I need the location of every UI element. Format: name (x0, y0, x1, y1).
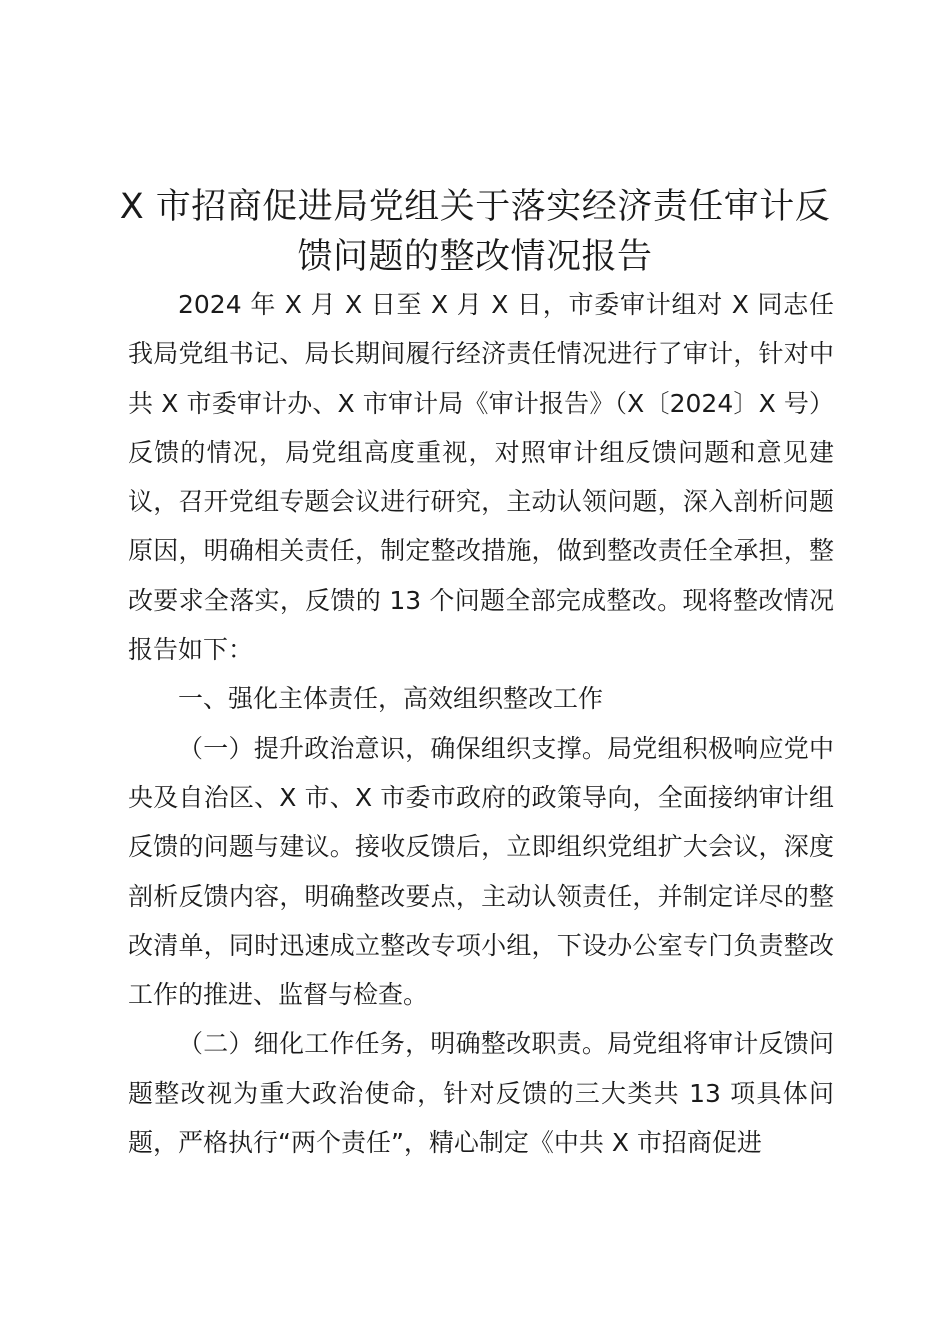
subsection-paragraph-1: （一）提升政治意识，确保组织支撑。局党组积极响应党中央及自治区、X 市、X 市委市政府的政策导向，全面接纳审计组反馈的问题与建议。接收反馈后，立即组织党组扩大会议，深度剖析反馈内容，明确整改要点，主动认领责任，并制定详尽的整改清单，同时迅速成立整改专项小组，下设办公室专门负责整改工作的推进、监督与检查。 (128, 733, 834, 1010)
document-title: X 市招商促进局党组关于落实经济责任审计反馈问题的整改情况报告 (119, 187, 831, 277)
section-heading-1: 一、强化主体责任，高效组织整改工作 (178, 684, 604, 714)
subsection-paragraph-2: （二）细化工作任务，明确整改职责。局党组将审计反馈问题整改视为重大政治使命，针对反馈的三大类共 13 项具体问题，严格执行“两个责任”，精心制定《中共 X 市招商促进 (128, 1029, 834, 1158)
document-body (128, 280, 834, 1167)
intro-paragraph: 2024 年 X 月 X 日至 X 月 X 日，市委审计组对 X 同志任我局党组书记、局长期间履行经济责任情况进行了审计，针对中共 X 市委审计办、X 市审计局《审计报告》（X〔2024〕X 号）反馈的情况，局党组高度重视，对照审计组反馈问题和意见建议，召开党组专题会议进行研究，主动认领问题，深入剖析问题原因，明确相关责任，制定整改措施，做到整改责任全承担，整改要求全落实，反馈的 13 个问题全部完成整改。现将整改情况报告如下： (128, 290, 834, 665)
